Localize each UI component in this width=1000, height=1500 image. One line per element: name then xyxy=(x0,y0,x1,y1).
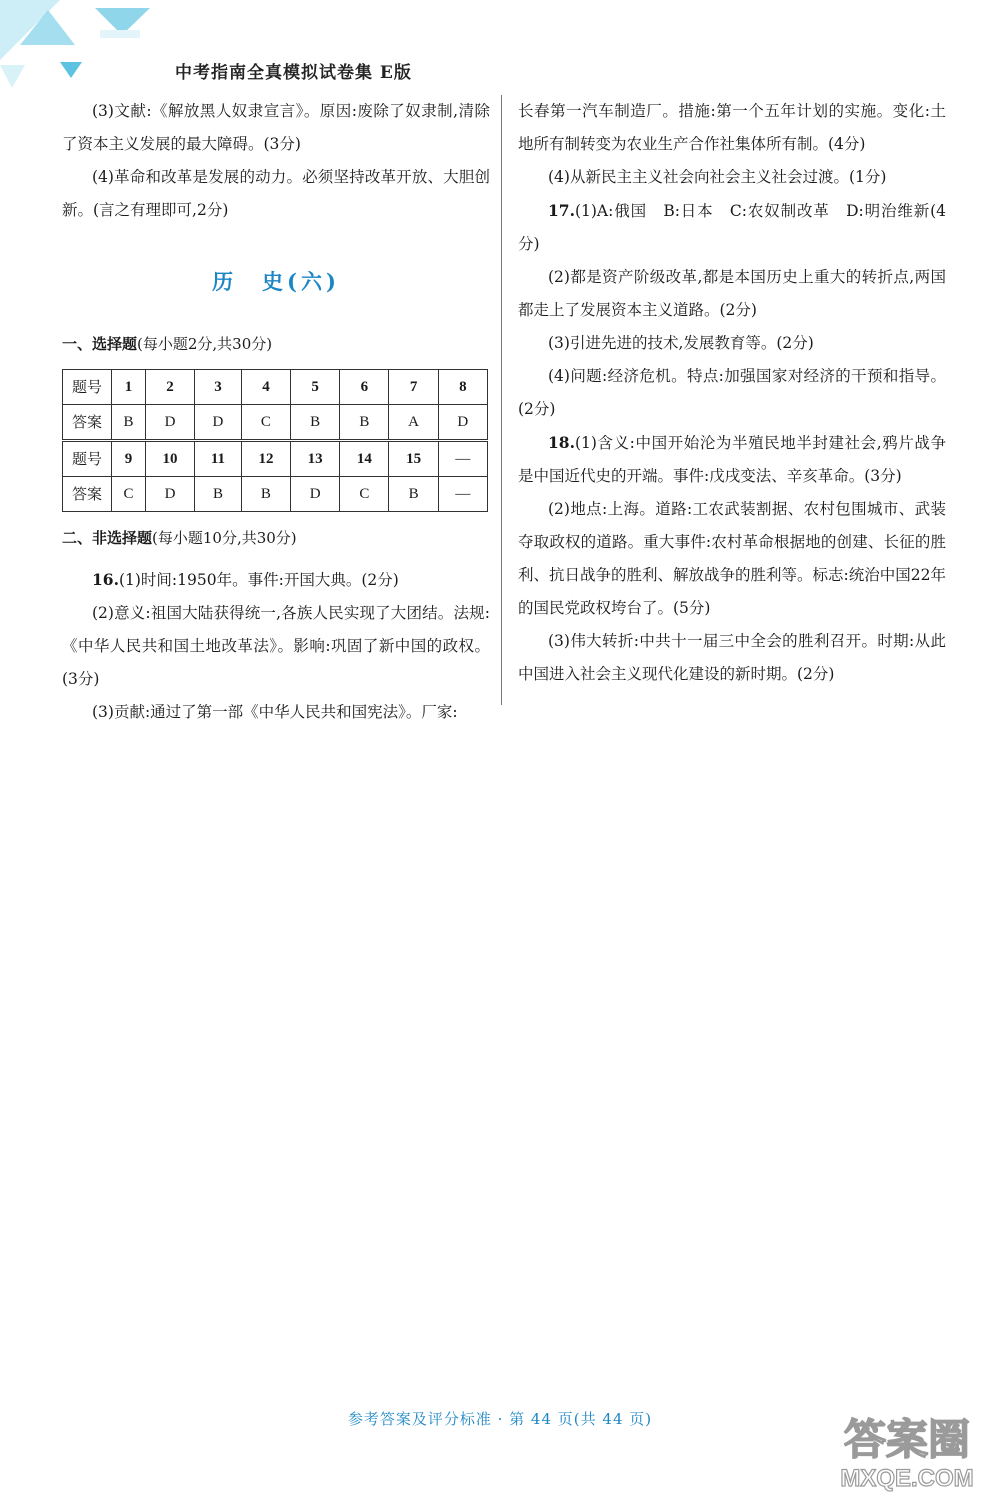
page-footer: 参考答案及评分标准 · 第 44 页(共 44 页) xyxy=(347,1410,653,1428)
table-cell: 10 xyxy=(145,441,194,477)
question-number: 17. xyxy=(548,201,575,220)
choice-heading-note: (每小题2分,共30分) xyxy=(137,335,273,353)
table-cell: D xyxy=(291,477,340,512)
table-cell: 9 xyxy=(112,441,146,477)
corner-decoration xyxy=(0,0,170,95)
question-16-part-2: (2)意义:祖国大陆获得统一,各族人民实现了大团结。法规:《中华人民共和国土地改革法》。影响:巩固了新中国的政权。(3分) xyxy=(62,604,490,688)
paragraph: (4)革命和改革是发展的动力。必须坚持改革开放、大胆创新。(言之有理即可,2分) xyxy=(62,168,490,219)
watermark-text-bottom: MXQE.COM xyxy=(840,1465,974,1492)
section-title: 历 史(六) xyxy=(212,269,340,294)
left-column xyxy=(62,95,490,729)
question-16-part-3-cont: 长春第一汽车制造厂。措施:第一个五年计划的实施。变化:土地所有制转变为农业生产合作社集体所有制。(4分) xyxy=(518,102,946,153)
table-cell: 3 xyxy=(195,370,242,405)
row-label: 答案 xyxy=(63,405,112,441)
answer-text: (1)时间:1950年。事件:开国大典。(2分) xyxy=(118,571,399,589)
answer-text: (1)含义:中国开始沦为半殖民地半封建社会,鸦片战争是中国近代史的开端。事件:戊戌变法、辛亥革命。(3分) xyxy=(518,434,946,485)
table-cell: 12 xyxy=(241,441,290,477)
table-cell: 13 xyxy=(291,441,340,477)
watermark-text-top: 答案圈 xyxy=(843,1416,971,1463)
answer-text: (1)A:俄国 B:日本 C:农奴制改革 D:明治维新(4分) xyxy=(518,202,946,253)
question-18-part-1 xyxy=(518,426,946,493)
question-16-part-3: (3)贡献:通过了第一部《中华人民共和国宪法》。厂家: xyxy=(92,703,458,721)
table-cell: B xyxy=(340,405,389,441)
table-cell: B xyxy=(112,405,146,441)
table-cell: 6 xyxy=(340,370,389,405)
question-17-part-1 xyxy=(518,194,946,261)
table-cell: C xyxy=(112,477,146,512)
question-18-part-3: (3)伟大转折:中共十一届三中全会的胜利召开。时期:从此中国进入社会主义现代化建设的新时期。(2分) xyxy=(518,632,946,683)
table-cell: A xyxy=(389,405,438,441)
header-title: 中考指南全真模拟试卷集 E版 xyxy=(175,63,412,83)
table-cell: B xyxy=(389,477,438,512)
table-cell: 14 xyxy=(340,441,389,477)
table-cell: B xyxy=(241,477,290,512)
question-16-part-1 xyxy=(62,563,490,597)
table-cell: — xyxy=(438,441,487,477)
row-label: 题号 xyxy=(63,370,112,405)
choice-heading-label: 一、选择题 xyxy=(62,335,138,353)
answer-table xyxy=(62,369,488,512)
watermark-logo xyxy=(822,1406,992,1494)
question-number: 18. xyxy=(548,433,575,452)
table-row xyxy=(63,477,488,512)
table-cell: 7 xyxy=(389,370,438,405)
nonchoice-heading xyxy=(62,522,490,555)
column-divider xyxy=(501,95,502,705)
right-column xyxy=(518,95,946,691)
table-cell: 15 xyxy=(389,441,438,477)
table-row xyxy=(63,405,488,441)
table-cell: D xyxy=(145,405,194,441)
choice-heading xyxy=(62,328,490,361)
table-cell: 4 xyxy=(241,370,290,405)
table-cell: D xyxy=(438,405,487,441)
nonchoice-heading-label: 二、非选择题 xyxy=(62,529,153,547)
table-row xyxy=(63,441,488,477)
table-row xyxy=(63,370,488,405)
table-cell: C xyxy=(340,477,389,512)
table-cell: — xyxy=(438,477,487,512)
question-number: 16. xyxy=(92,570,119,589)
table-cell: C xyxy=(241,405,290,441)
table-cell: D xyxy=(195,405,242,441)
table-cell: B xyxy=(291,405,340,441)
row-label: 题号 xyxy=(63,441,112,477)
table-cell: D xyxy=(145,477,194,512)
row-label: 答案 xyxy=(63,477,112,512)
table-cell: B xyxy=(195,477,242,512)
question-17-part-4: (4)问题:经济危机。特点:加强国家对经济的干预和指导。(2分) xyxy=(518,367,946,418)
paragraph: (3)文献:《解放黑人奴隶宣言》。原因:废除了奴隶制,清除了资本主义发展的最大障碍。(3分) xyxy=(62,102,490,153)
question-17-part-2: (2)都是资产阶级改革,都是本国历史上重大的转折点,两国都走上了发展资本主义道路。(2分) xyxy=(518,268,946,319)
question-16-part-4: (4)从新民主主义社会向社会主义社会过渡。(1分) xyxy=(548,168,887,186)
table-cell: 1 xyxy=(112,370,146,405)
nonchoice-heading-note: (每小题10分,共30分) xyxy=(152,529,297,547)
question-18-part-2: (2)地点:上海。道路:工农武装割据、农村包围城市、武装夺取政权的道路。重大事件:农村革命根据地的创建、长征的胜利、抗日战争的胜利、解放战争的胜利等。标志:统治中国22年的国民党政权垮台了。(5分) xyxy=(518,500,946,617)
table-cell: 5 xyxy=(291,370,340,405)
question-17-part-3: (3)引进先进的技术,发展教育等。(2分) xyxy=(548,334,814,352)
table-cell: 2 xyxy=(145,370,194,405)
table-cell: 11 xyxy=(195,441,242,477)
table-cell: 8 xyxy=(438,370,487,405)
